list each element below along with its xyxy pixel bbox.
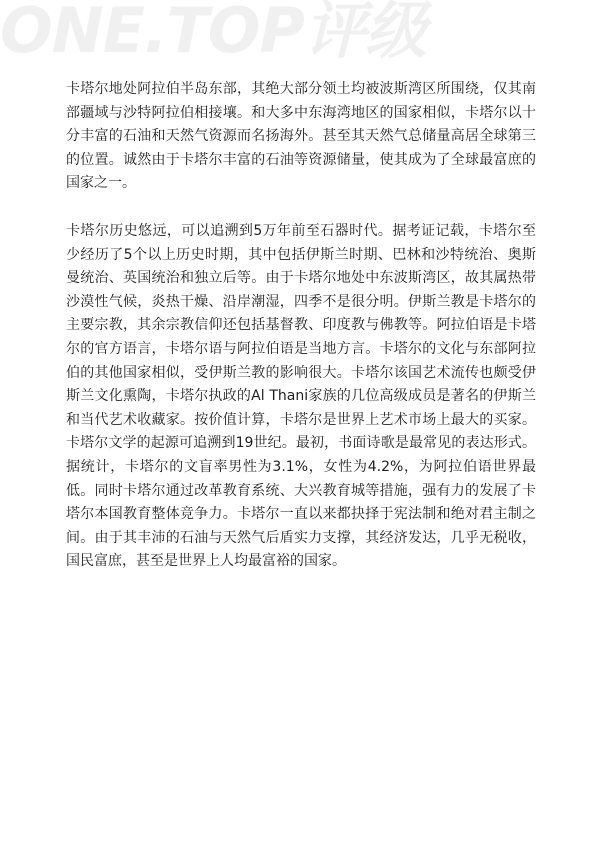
article-body [66,78,536,574]
paragraph-history-culture: 卡塔尔历史悠远，可以追溯到5万年前至石器时代。据考证记载，卡塔尔至少经历了5个以上历史时期，其中包括伊斯兰时期、巴林和沙特统治、奥斯曼统治、英国统治和独立后等。由于卡塔尔地处中东波斯湾区，故其属热带沙漠性气候，炎热干燥、沿岸潮湿，四季不是很分明。伊斯兰教是卡塔尔的主要宗教，其余宗教信仰还包括基督教、印度教与佛教等。阿拉伯语是卡塔尔的官方语言，卡塔尔语与阿拉伯语是当地方言。卡塔尔的文化与东部阿拉伯的其他国家相似，受伊斯兰教的影响很大。卡塔尔该国艺术流传也颇受伊斯兰文化熏陶，卡塔尔执政的Al Thani家族的几位高级成员是著名的伊斯兰和当代艺术收藏家。按价值计算，卡塔尔是世界上艺术市场上最大的买家。卡塔尔文学的起源可追溯到19世纪。最初，书面诗歌是最常见的表达形式。据统计，卡塔尔的文盲率男性为3.1%，女性为4.2%，为阿拉伯语世界最低。同时卡塔尔通过改革教育系统、大兴教育城等措施，强有力的发展了卡塔尔本国教育整体竞争力。卡塔尔一直以来都抉择于宪法制和绝对君主制之间。由于其丰沛的石油与天然气后盾实力支撑，其经济发达，几乎无税收，国民富庶，甚至是世界上人均最富裕的国家。 [66,222,536,570]
paragraph-geography: 卡塔尔地处阿拉伯半岛东部，其绝大部分领土均被波斯湾区所围绕，仅其南部疆域与沙特阿拉伯相接壤。和大多中东海湾地区的国家相似，卡塔尔以十分丰富的石油和天然气资源而名扬海外。甚至其天然气总储量高居全球第三的位置。诚然由于卡塔尔丰富的石油等资源储量，使其成为了全球最富庶的国家之一。 [66,81,536,192]
watermark-logo: ONE.TOP评级 [0,0,426,67]
